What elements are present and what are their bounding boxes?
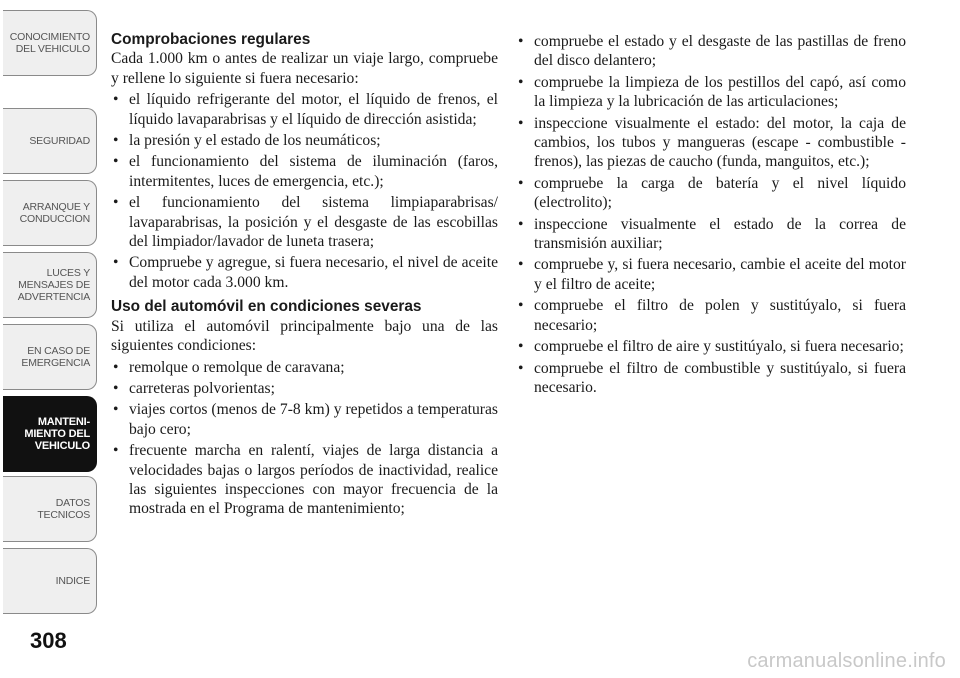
- tab-label: DATOS TECNICOS: [37, 497, 90, 521]
- list-item: • compruebe la carga de batería y el nivel líquido (electrolito);: [516, 174, 906, 213]
- tab-conocimiento-del-vehiculo[interactable]: [3, 10, 97, 76]
- list-item: • viajes cortos (menos de 7-8 km) y repetidos a temperaturas bajo cero;: [111, 400, 498, 439]
- section-heading-regular-checks: Comprobaciones regulares: [111, 31, 311, 48]
- list-item: • inspeccione visualmente el estado: del motor, la caja de cambios, los tubos y mangueras (escape - combustible - frenos), las piezas de caucho (funda, manguitos, etc.);: [516, 114, 906, 172]
- section-heading-severe-conditions: Uso del automóvil en condiciones severas: [111, 298, 422, 316]
- tab-arranque-y-conduccion[interactable]: [3, 180, 97, 246]
- severe-conditions-list: [111, 358, 498, 519]
- tab-seguridad[interactable]: [3, 108, 97, 174]
- regular-checks-list: [111, 90, 498, 292]
- tab-luces-y-mensajes[interactable]: [3, 252, 97, 318]
- chapter-sidebar: [0, 0, 100, 620]
- list-item: • la presión y el estado de los neumáticos;: [111, 131, 498, 150]
- list-item: • compruebe la limpieza de los pestillos del capó, así como la limpieza y la lubricación de las articulaciones;: [516, 73, 906, 112]
- list-item: • el funcionamiento del sistema de iluminación (faros, intermitentes, luces de emergencia, etc.);: [111, 152, 498, 191]
- page-number: 308: [30, 628, 67, 653]
- list-item: • Compruebe y agregue, si fuera necesario, el nivel de aceite del motor cada 3.000 km.: [111, 253, 498, 292]
- list-item: • el funcionamiento del sistema limpiaparabrisas/ lavaparabrisas, la posición y el desgaste de las escobillas del limpiador/lavador de luneta trasera;: [111, 193, 498, 251]
- inspection-list: [516, 32, 906, 397]
- list-item: • compruebe el filtro de polen y sustitúyalo, si fuera necesario;: [516, 296, 906, 335]
- severe-intro-paragraph: Si utiliza el automóvil principalmente bajo una de las siguientes condiciones:: [111, 317, 498, 355]
- list-item: • carreteras polvorientas;: [111, 379, 498, 398]
- left-column: [111, 30, 498, 519]
- intro-paragraph: Cada 1.000 km o antes de realizar un viaje largo, compruebe y rellene lo siguiente si fuera necesario:: [111, 50, 498, 87]
- list-item: • compruebe el filtro de aire y sustitúyalo, si fuera necesario;: [516, 337, 906, 356]
- tab-mantenimiento-del-vehiculo[interactable]: [3, 396, 97, 472]
- watermark: carmanualsonline.info: [747, 650, 946, 672]
- tab-en-caso-de-emergencia[interactable]: [3, 324, 97, 390]
- list-item: • el líquido refrigerante del motor, el líquido de frenos, el líquido lavaparabrisas y el líquido de dirección asistida;: [111, 90, 498, 129]
- tab-label: SEGURIDAD: [29, 135, 90, 147]
- list-item: • compruebe y, si fuera necesario, cambie el aceite del motor y el filtro de aceite;: [516, 255, 906, 294]
- list-item: • inspeccione visualmente el estado de la correa de transmisión auxiliar;: [516, 215, 906, 254]
- tab-indice[interactable]: [3, 548, 97, 614]
- tab-label: CONOCIMIENTO DEL VEHICULO: [9, 31, 90, 55]
- list-item: • remolque o remolque de caravana;: [111, 358, 498, 377]
- tab-datos-tecnicos[interactable]: [3, 476, 97, 542]
- list-item: • compruebe el filtro de combustible y sustitúyalo, si fuera necesario.: [516, 359, 906, 398]
- tab-label: EN CASO DE EMERGENCIA: [21, 345, 90, 369]
- tab-label: ARRANQUE Y CONDUCCION: [19, 201, 90, 225]
- list-item: • compruebe el estado y el desgaste de las pastillas de freno del disco delantero;: [516, 32, 906, 71]
- tab-label: INDICE: [55, 575, 90, 587]
- right-column: [516, 30, 906, 397]
- tab-label: LUCES Y MENSAJES DE ADVERTENCIA: [17, 267, 90, 303]
- list-item: • frecuente marcha en ralentí, viajes de larga distancia a velocidades bajas o largos períodos de inactividad, realice las siguientes inspecciones con mayor frecuencia de la mostrada en el Programa de mantenimiento;: [111, 441, 498, 519]
- tab-label: MANTENI- MIENTO DEL VEHICULO: [24, 416, 90, 452]
